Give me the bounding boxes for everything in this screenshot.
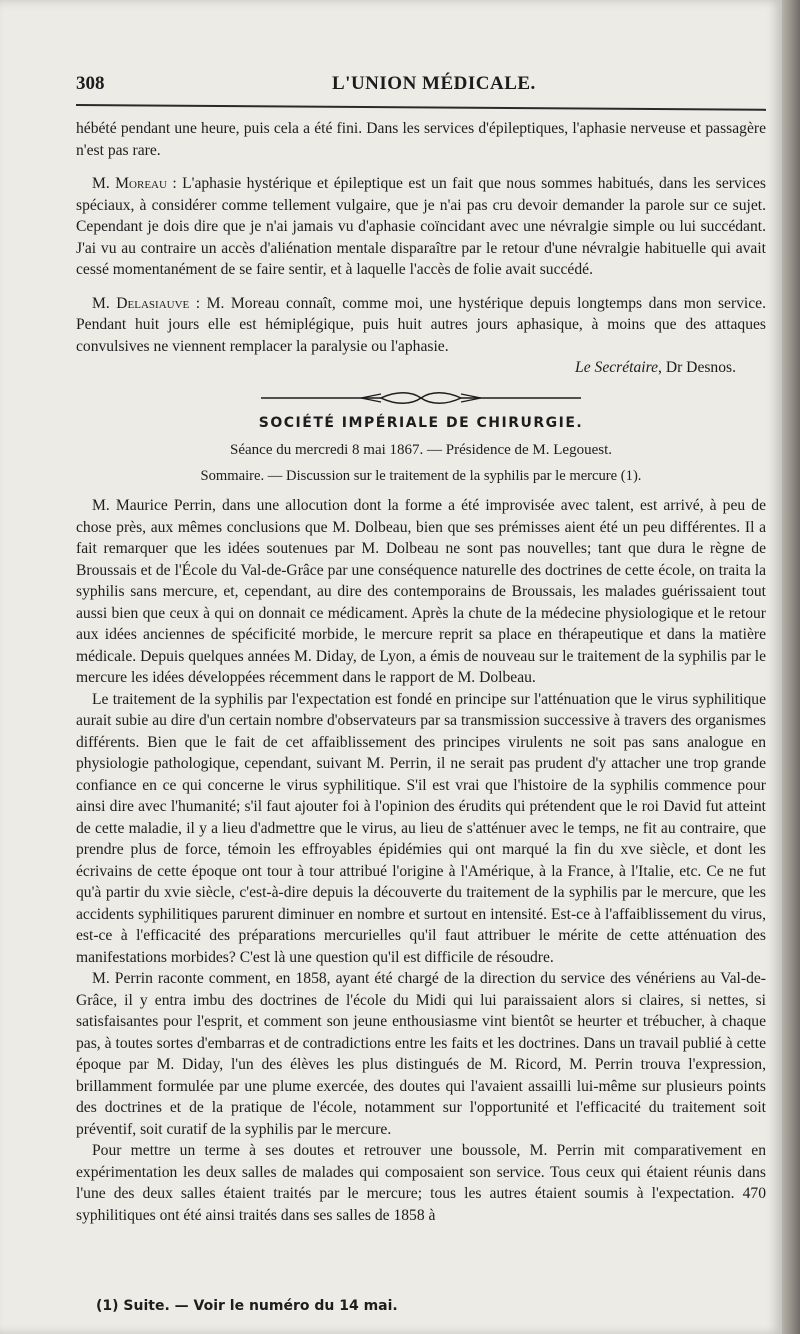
paragraph: M. Perrin raconte comment, en 1858, ayant été chargé de la direction du service des vénériens au Val-de-Grâce, il y entra imbu des doctrines de l'école du Midi qui lui paraissaient alors si claires, si nettes, si satisfaisantes pour l'esprit, et comment son jeune enthousiasme vint bientôt se heurter et trébucher, à chaque pas, à toutes sortes d'embarras et de contradictions entre les faits et les doctrines. Dans un travail publié à cette époque par M. Diday, l'un des élèves les plus distingués de M. Ricord, M. Perrin trouva l'expression, brillamment formulée par une plume exercée, des doutes qui l'avaient assailli lui-même sur plusieurs points des doctrines et de la pratique de l'école, notamment sur l'opportunité et l'efficacité du traitement soit préventif, soit curatif de la syphilis par le mercure. <box>76 970 766 1138</box>
section-heading: SOCIÉTÉ IMPÉRIALE DE CHIRURGIE. <box>258 414 584 431</box>
header-rule <box>76 104 766 111</box>
paragraph-moreau: M. Moreau : L'aphasie hystérique et épileptique est un fait que nous sommes habitués, dans les services spéciaux, à considérer comme tellement vulgaire, que je n'ai pas cru devoir demander la parole sur ce sujet. Cependant je dois dire que je n'ai jamais vu d'aphasie coïncidant avec une névralgie simple ou lui succédant. J'ai vu au contraire un accès d'aliénation mentale disparaître par le retour d'une névralgie habituelle qui avait cessé momentanément de se faire sentir, et à laquelle l'accès de folie avait succédé. <box>76 175 766 278</box>
article-body <box>76 118 766 1226</box>
page-header <box>76 73 766 101</box>
paragraph: M. Maurice Perrin, dans une allocution dont la forme a été improvisée avec talent, est arrivé, à peu de chose près, aux mêmes conclusions que M. Dolbeau, bien que ses prémisses aient été un peu différentes. Il a fait remarquer que les idées soutenues par M. Dolbeau ne sont pas nouvelles; tant que dura le règne de Broussais et de l'École du Val-de-Grâce par une conséquence naturelle des doctrines de cette école, on traita la syphilis sans mercure, et, cependant, au dire des contemporains de Broussais, les malades guérissaient tout aussi bien que ceux à qui on donnait ce médicament. Après la chute de la médecine physiologique et le retour aux idées anciennes de spécificité morbide, le mercure reprit sa place en thérapeutique et dans la matière médicale. Depuis quelques années M. Diday, de Lyon, a émis de nouveau sur le traitement de la syphilis par le mercure les idées développées récemment dans le rapport de M. Dolbeau. <box>76 497 766 686</box>
running-title: L'UNION MÉDICALE. <box>332 73 536 94</box>
paragraph-delasiauve: M. Delasiauve : M. Moreau connaît, comme moi, une hystérique depuis longtemps dans mon service. Pendant huit jours elle est hémiplégique, puis huit autres jours aphasique, à moins que des attaques convulsives ne viennent remplacer la paralysie ou l'aphasie. <box>76 294 767 355</box>
paragraph: hébété pendant une heure, puis cela a été fini. Dans les services d'épileptiques, l'aphasie nerveuse et passagère n'est pas rare. <box>76 120 766 159</box>
page-number: 308 <box>76 73 105 94</box>
speaker-name: M. Moreau : <box>92 175 177 192</box>
signature: Le Secrétaire, Dr Desnos. <box>575 359 736 376</box>
paragraph: Pour mettre un terme à ses doutes et retrouver une boussole, M. Perrin mit comparativement en expérimentation les deux salles de malades qui composaient son service. Tous ceux qui étaient réunis dans l'une des deux salles étaient traités par le mercure; tous les autres étaient soumis à l'expectation. 470 syphilitiques ont été ainsi traités dans ses salles de 1858 à <box>76 1142 766 1224</box>
session-line: Séance du mercredi 8 mai 1867. — Présidence de M. Legouest. <box>230 442 612 458</box>
page-edge <box>782 0 800 1334</box>
paragraph: Le traitement de la syphilis par l'expectation est fondé en principe sur l'atténuation que le virus syphilitique aurait subie au dire d'un certain nombre d'observateurs par sa transmission successive à travers des organismes différents. Bien que le fait de cet affaiblissement des principes virulents ne soit pas sans analogue en physiologie pathologique, cependant, suivant M. Perrin, il ne serait pas prudent d'y attacher une trop grande confiance en ce qui concerne le virus syphilitique. S'il est vrai que l'histoire de la syphilis commence pour ainsi dire avec l'humanité; s'il faut ajouter foi à l'opinion des érudits qui prétendent que le roi David fut atteint de cette maladie, il y a lieu d'admettre que le virus, au lieu de s'atténuer avec le temps, ne fit au contraire, que prendre plus de force, témoin les effroyables épidémies qui ont marqué la fin du xve siècle, et dont les écrivains de cette époque ont tour à tour attribué l'origine à l'Amérique, à la France, à l'Italie, etc. Ce ne fut qu'à partir du xvie siècle, c'est-à-dire depuis la découverte du traitement de la syphilis par le mercure, que les accidents syphilitiques parurent diminuer en nombre et surtout en intensité. Est-ce à l'affaiblissement du virus, est-ce à l'efficacité des préparations mercurielles qu'il faut attribuer le mérite de cette atténuation des manifestations morbides? C'est là une question qu'il est difficile de résoudre. <box>76 690 766 966</box>
summary-line: Sommaire. — Discussion sur le traitement de la syphilis par le mercure (1). <box>200 467 642 484</box>
ornament-divider <box>261 389 581 407</box>
speaker-name: M. Delasiauve : <box>92 294 201 312</box>
footnote: (1) Suite. — Voir le numéro du 14 mai. <box>96 1298 398 1314</box>
